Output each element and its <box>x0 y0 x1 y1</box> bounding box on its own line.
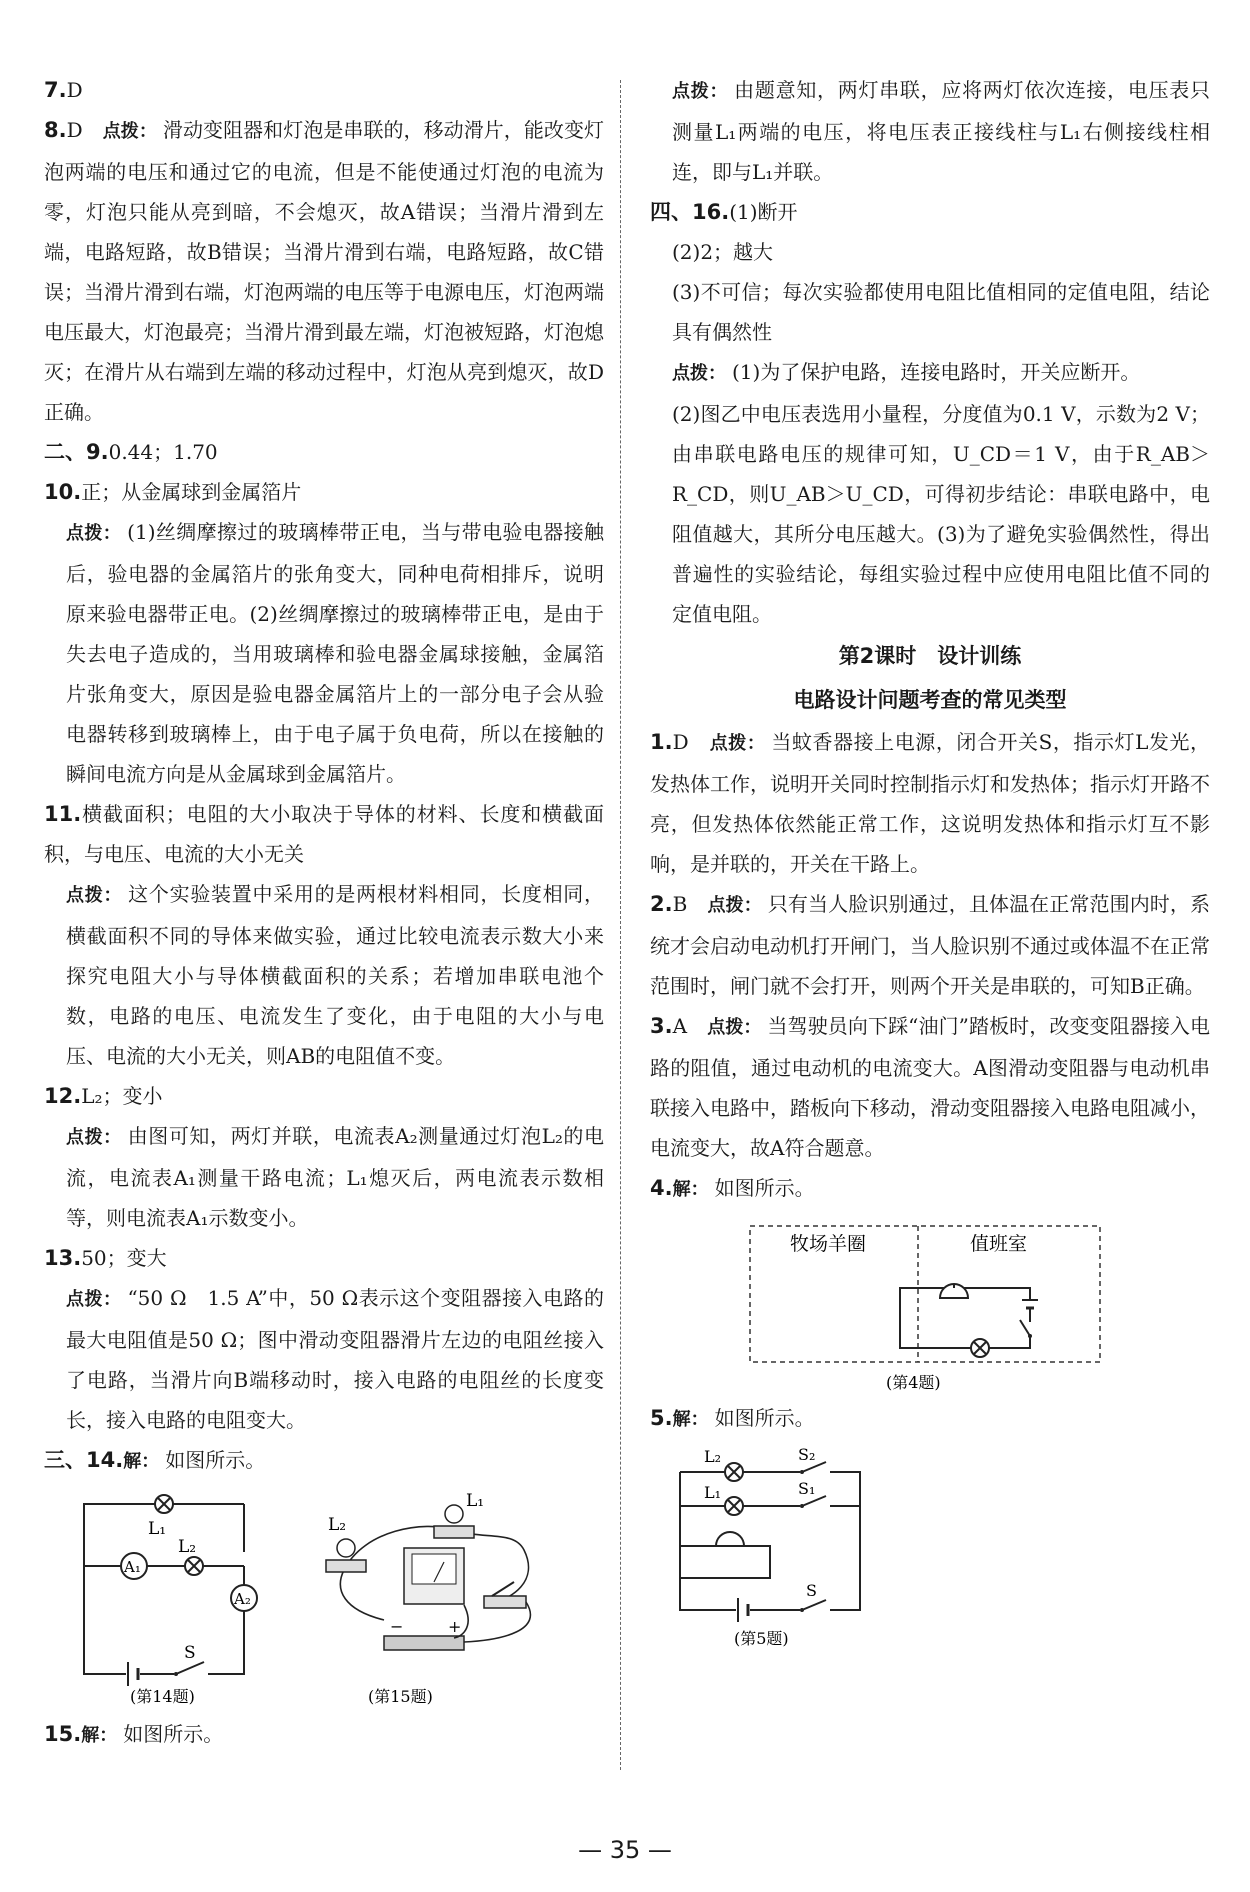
fig4-label-pasture: 牧场羊圈 <box>790 1233 867 1255</box>
page-number: — 35 — <box>578 1836 672 1864</box>
fig5-label-l2: L₂ <box>704 1448 722 1466</box>
left-column <box>44 70 604 1756</box>
fig14-label-l1: L₁ <box>148 1519 167 1539</box>
fig14-lamp-l1 <box>155 1495 173 1513</box>
fig14-battery <box>126 1662 140 1686</box>
fig14-label-a1: A₁ <box>124 1558 141 1576</box>
fig14-switch-s <box>174 1662 208 1678</box>
design-answer-1: 1.D 点拨： 当蚊香器接上电源，闭合开关S，指示灯L发光，发热体工作，说明开关同时控制指示灯和发热体；指示灯开路不亮，但发热体依然能正常工作，这说明发热体和指示灯互不影响，是并联的，开关在干路上。 <box>650 730 1211 876</box>
design-answer-4: 4.解： 如图所示。 <box>650 1176 815 1200</box>
answer-14: 三、14.解： 如图所示。 <box>44 1448 266 1472</box>
fig5-label-l1: L₁ <box>704 1483 722 1502</box>
fig5-bell-icon <box>716 1532 744 1546</box>
right-column <box>650 70 1210 1652</box>
tip-10: 点拨： (1)丝绸摩擦过的玻璃棒带正电，当与带电验电器接触后，验电器的金属箔片的张角变大，同种电荷相排斥，说明原来验电器带正电。(2)丝绸摩擦过的玻璃棒带正电，是由于失去电子造成的，当用玻璃棒和验电器金属球接触，金属箔片张角变大，原因是验电器金属箔片上的一部分电子会从验电器转移到玻璃棒上，由于电子属于负电荷，所以在接触的瞬间电流方向是从金属球到金属箔片。 <box>66 520 604 786</box>
figure-5 <box>650 1448 1210 1648</box>
fig5-label-s: S <box>806 1581 817 1600</box>
fig15-label-minus: − <box>390 1617 404 1636</box>
answer-15: 15.解： 如图所示。 <box>44 1722 224 1746</box>
figures-14-15 <box>44 1490 604 1710</box>
design-answer-2: 2.B 点拨： 只有当人脸识别通过，且体温在正常范围内时，系统才会启动电动机打开闸门，当人脸识别不通过或体温不在正常范围时，闸门就不会打开，则两个开关是串联的，可知B正确。 <box>650 892 1211 998</box>
answer-8: 8.D 点拨： 滑动变阻器和灯泡是串联的，移动滑片，能改变灯泡两端的电压和通过它的电流，但是不能使通过灯泡的电流为零，灯泡只能从亮到暗，不会熄灭，故A错误；当滑片滑到左端，电路短路，故B错误；当滑片滑到右端，电路短路，故C错误；当滑片滑到右端，灯泡两端的电压等于电源电压，灯泡两端电压最大，灯泡最亮；当滑片滑到最左端，灯泡被短路，灯泡熄灭；在滑片从右端到左端的移动过程中，灯泡从亮到熄灭，故D正确。 <box>44 118 605 424</box>
tip-12: 点拨： 由图可知，两灯并联，电流表A₂测量通过灯泡L₂的电流，电流表A₁测量干路电流；L₁熄灭后，两电流表示数相等，则电流表A₁示数变小。 <box>66 1124 605 1230</box>
fig5-lamp-l1 <box>725 1497 743 1515</box>
fig5-label-s1: S₁ <box>798 1479 816 1498</box>
fig5-caption: (第5题) <box>734 1629 789 1648</box>
tip-15: 点拨： 由题意知，两灯串联，应将两灯依次连接，电压表只测量L₁两端的电压，将电压表正接线柱与L₁右侧接线柱相连，即与L₁并联。 <box>672 78 1211 184</box>
fig5-label-s2: S₂ <box>798 1448 816 1464</box>
figure-4-circuit <box>650 1218 1210 1394</box>
fig4-caption: (第4题) <box>886 1373 941 1392</box>
fig15-label-l2: L₂ <box>328 1515 347 1535</box>
fig15-label-plus: + <box>448 1617 462 1636</box>
answer-16-part2: (2)2；越大 <box>672 240 774 264</box>
figure-14-circuit <box>44 1490 604 1710</box>
answer-13: 13.50；变大 <box>44 1246 167 1270</box>
fig14-label-s: S <box>184 1643 196 1663</box>
answer-11: 11.横截面积；电阻的大小取决于导体的材料、长度和横截面积，与电压、电流的大小无关 <box>44 802 604 866</box>
fig5-lamp-l2 <box>725 1463 743 1481</box>
answer-7: 7.D <box>44 78 83 102</box>
fig4-label-duty-room: 值班室 <box>970 1233 1028 1255</box>
fig14-lamp-l2 <box>185 1557 203 1575</box>
answer-16: 四、16.(1)断开 <box>650 200 798 224</box>
figure-15-sketch <box>326 1505 530 1650</box>
design-answer-3: 3.A 点拨： 当驾驶员向下踩“油门”踏板时，改变变阻器接入电路的阻值，通过电动机的电流变大。A图滑动变阻器与电动机串联接入电路中，踏板向下移动，滑动变阻器接入电路电阻减小，电流变大，故A符合题意。 <box>650 1014 1211 1160</box>
design-answer-5: 5.解： 如图所示。 <box>650 1406 815 1430</box>
fig4-lamp <box>971 1339 989 1357</box>
figure-5-circuit <box>650 1448 1210 1648</box>
tip-16-part1: 点拨： (1)为了保护电路，连接电路时，开关应断开。 <box>672 360 1141 384</box>
answer-9: 二、9.0.44；1.70 <box>44 440 218 464</box>
tip-13: 点拨： “50 Ω 1.5 A”中，50 Ω表示这个变阻器接入电路的最大电阻值是50 Ω；图中滑动变阻器滑片左边的电阻丝接入了电路，当滑片向B端移动时，接入电路的电阻丝的长度变长，接入电路的电阻变大。 <box>66 1286 604 1432</box>
lesson-title: 第2课时 设计训练 <box>838 644 1022 668</box>
fig15-caption: (第15题) <box>368 1687 433 1706</box>
answer-12: 12.L₂；变小 <box>44 1084 163 1108</box>
column-divider <box>620 80 621 1770</box>
fig14-label-a2: A₂ <box>234 1590 251 1608</box>
answer-16-part3: (3)不可信；每次实验都使用电阻比值相同的定值电阻，结论具有偶然性 <box>672 280 1210 344</box>
tip-16-part2: (2)图乙中电压表选用小量程，分度值为0.1 V，示数为2 V；由串联电路电压的规律可知，U_CD＝1 V，由于R_AB＞R_CD，则U_AB＞U_CD，可得初步结论：串联电路中，电阻值越大，其所分电压越大。(3)为了避免实验偶然性，得出普遍性的实验结论，每组实验过程中应使用电阻比值不同的定值电阻。 <box>672 402 1210 626</box>
fig14-label-l2: L₂ <box>178 1537 197 1557</box>
answer-10: 10.正；从金属球到金属箔片 <box>44 480 302 504</box>
fig15-label-l1: L₁ <box>466 1491 485 1511</box>
section-title: 电路设计问题考查的常见类型 <box>793 688 1067 712</box>
fig14-caption: (第14题) <box>130 1687 195 1706</box>
tip-11: 点拨： 这个实验装置中采用的是两根材料相同，长度相同，横截面积不同的导体来做实验，通过比较电流表示数大小来探究电阻大小与导体横截面积的关系；若增加串联电池个数，电路的电压、电流发生了变化，由于电阻的大小与电压、电流的大小无关，则AB的电阻值不变。 <box>66 882 605 1068</box>
figure-4 <box>650 1218 1210 1394</box>
